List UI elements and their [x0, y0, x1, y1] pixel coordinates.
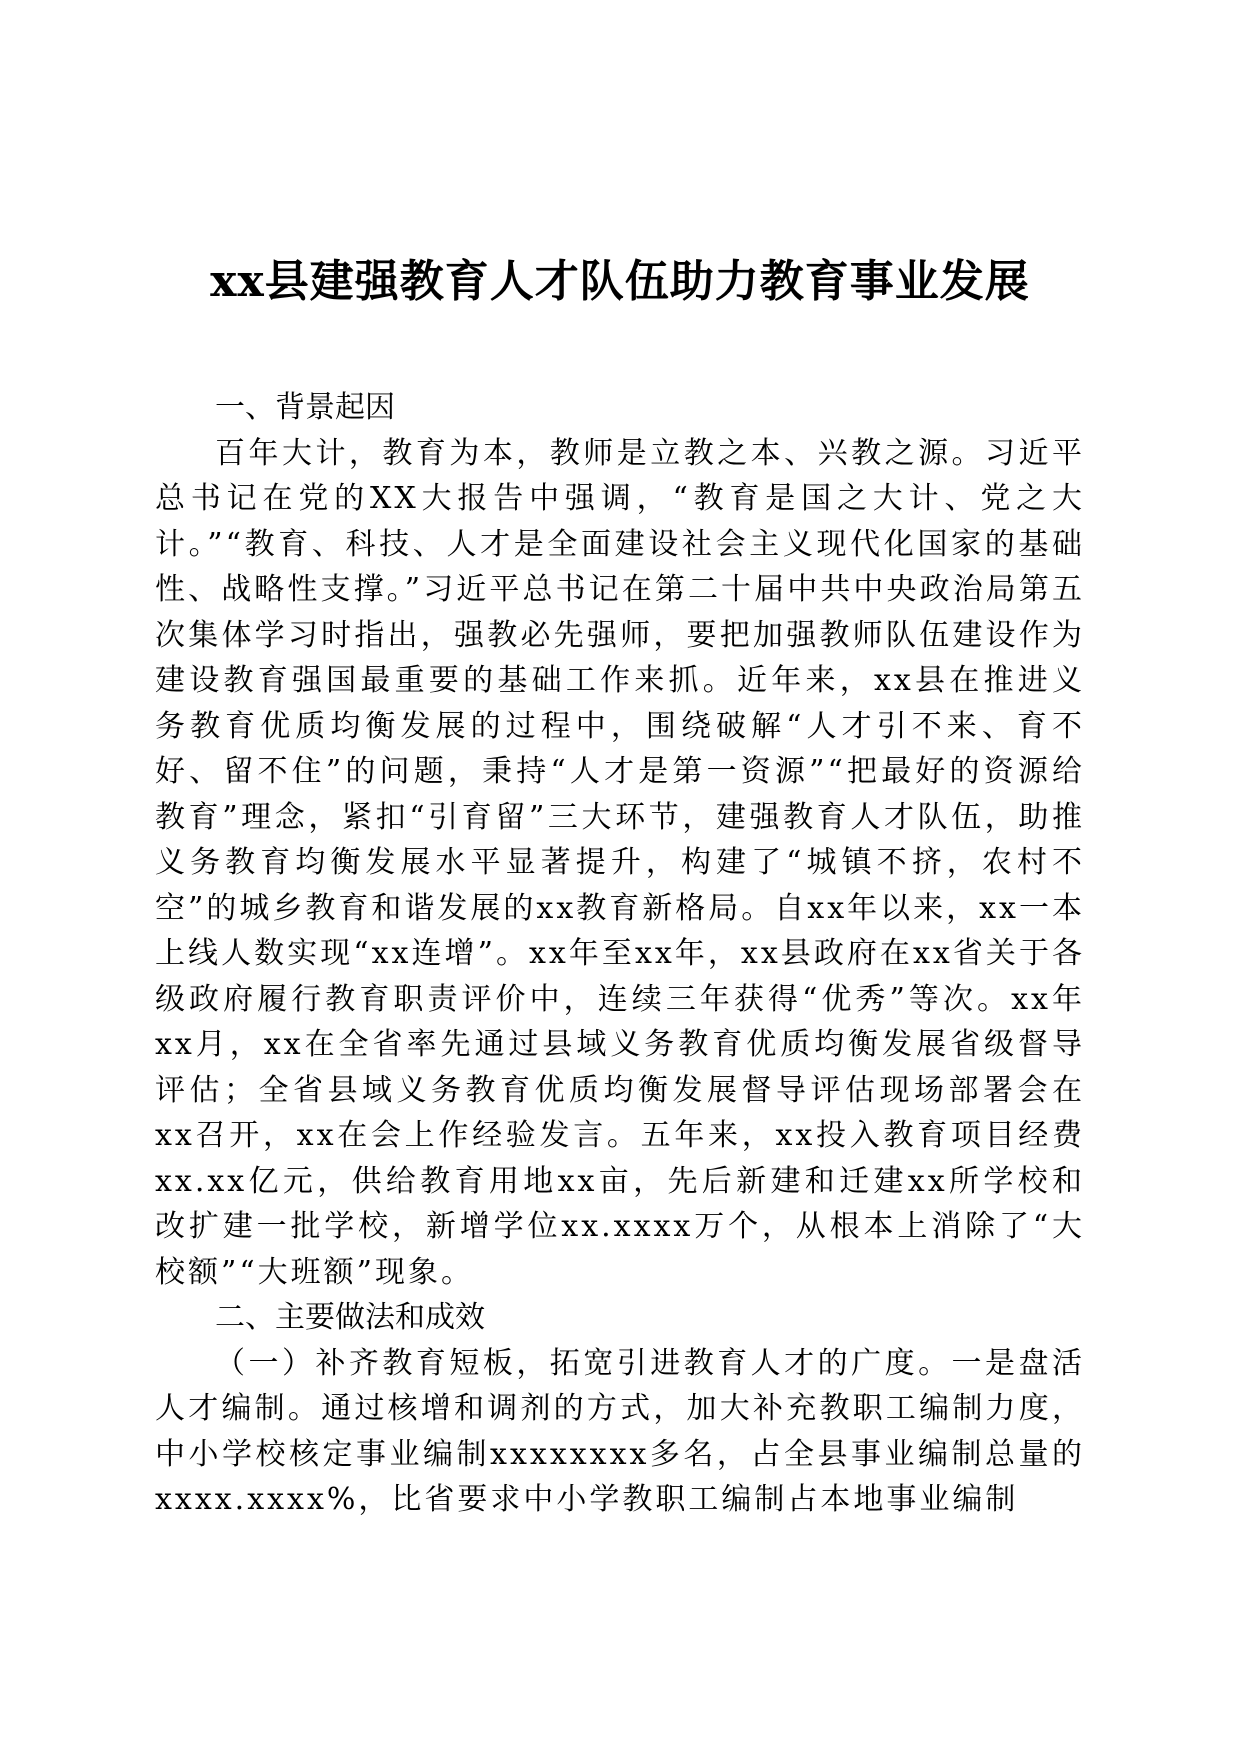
paragraph-measures: （一）补齐教育短板，拓宽引进教育人才的广度。一是盘活人才编制。通过核增和调剂的方式，加大补充教职工编制力度，中小学校核定事业编制xxxxxxxx多名，占全县事业编制总量的xxxx.xxxx%，比省要求中小学教职工编制占本地事业编制 [155, 1345, 1085, 1517]
section-heading-measures: 二、主要做法和成效 [215, 1300, 485, 1335]
section-heading-background: 一、背景起因 [215, 390, 395, 425]
paragraph-background: 百年大计，教育为本，教师是立教之本、兴教之源。习近平总书记在党的XX大报告中强调，“教育是国之大计、党之大计。”“教育、科技、人才是全面建设社会主义现代化国家的基础性、战略性支撑。”习近平总书记在第二十届中共中央政治局第五次集体学习时指出，强教必先强师，要把加强教师队伍建设作为建设教育强国最重要的基础工作来抓。近年来，xx县在推进义务教育优质均衡发展的过程中，围绕破解“人才引不来、育不好、留不住”的问题，秉持“人才是第一资源”“把最好的资源给教育”理念，紧扣“引育留”三大环节，建强教育人才队伍，助推义务教育均衡发展水平显著提升，构建了“城镇不挤，农村不空”的城乡教育和谐发展的xx教育新格局。自xx年以来，xx一本上线人数实现“xx连增”。xx年至xx年，xx县政府在xx省关于各级政府履行教育职责评价中，连续三年获得“优秀”等次。xx年xx月，xx在全省率先通过县域义务教育优质均衡发展省级督导评估；全省县域义务教育优质均衡发展督导评估现场部署会在xx召开，xx在会上作经验发言。五年来，xx投入教育项目经费xx.xx亿元，供给教育用地xx亩，先后新建和迁建xx所学校和改扩建一批学校，新增学位xx.xxxx万个，从根本上消除了“大校额”“大班额”现象。 [155, 435, 1085, 1290]
document-title: xx县建强教育人才队伍助力教育事业发展 [210, 256, 1030, 307]
document-body [155, 385, 1085, 1523]
